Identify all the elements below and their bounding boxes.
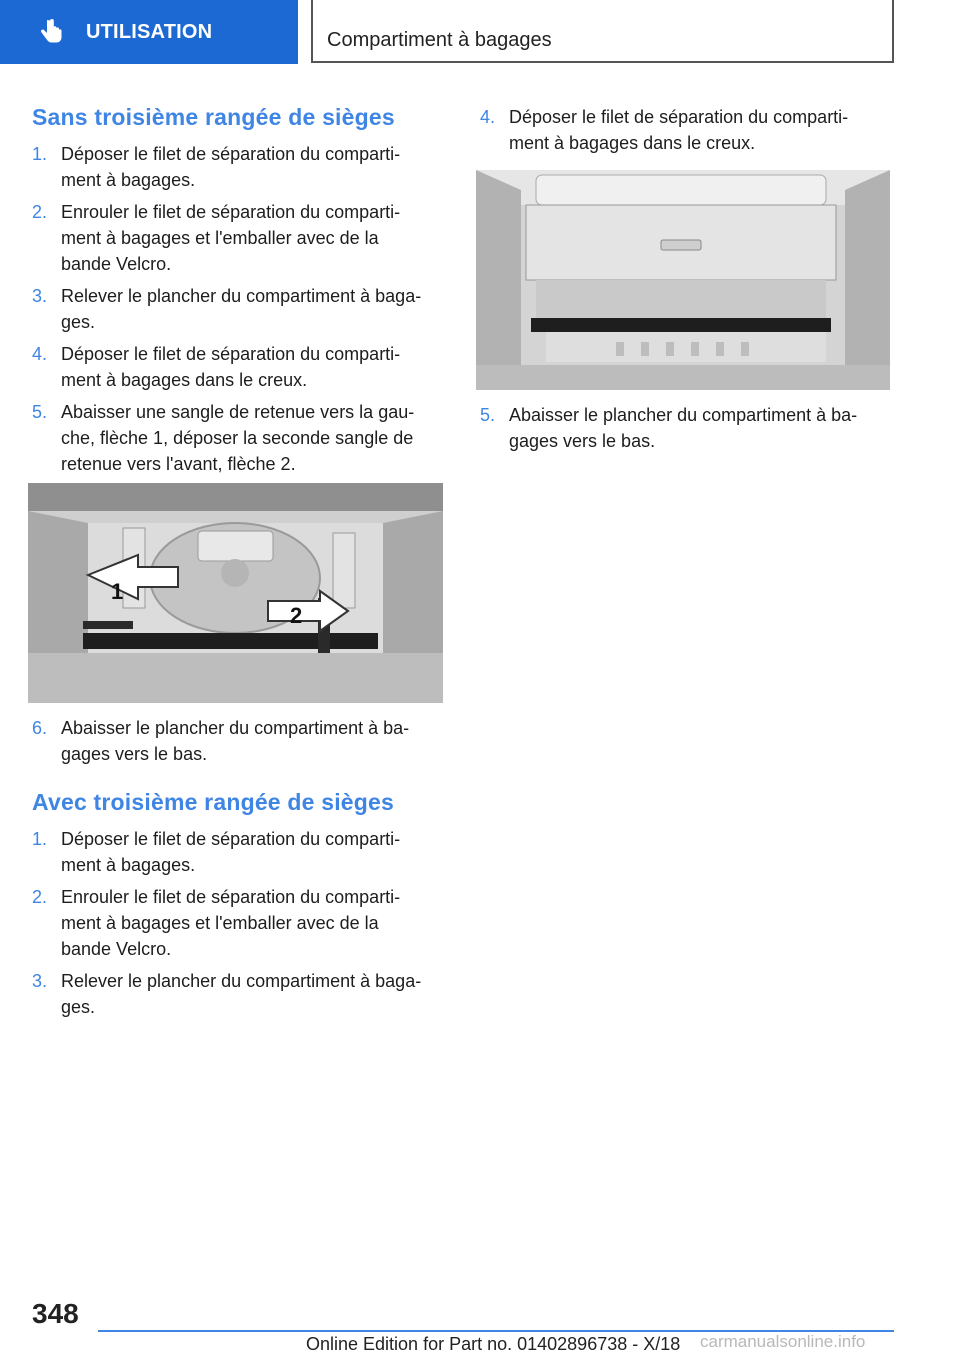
list-item: 2. Enrouler le filet de séparation du comparti‐ ment à bagages et l'emballer avec de la bande Velcro. xyxy=(32,887,401,959)
trunk-third-row-illustration xyxy=(476,170,890,390)
steps-list-2 xyxy=(32,826,444,1020)
page-number: 348 xyxy=(32,1298,79,1329)
section-tab xyxy=(0,0,298,64)
right-column-lower xyxy=(480,402,892,460)
footer-edition: Online Edition for Part no. 01402896738 - X/18 xyxy=(306,1334,681,1354)
watermark: carmanualsonline.info xyxy=(700,1332,866,1351)
topic-header xyxy=(311,0,894,63)
list-item: 5. Abaisser une sangle de retenue vers la gau‐ che, flèche 1, déposer la seconde sangle de retenue vers l'avant, flèche 2. xyxy=(32,402,415,474)
arrow-label-1: 1 xyxy=(111,579,124,604)
heading-without-third-row: Sans troisième rangée de sièges xyxy=(32,104,395,130)
trunk-straps-illustration xyxy=(28,483,443,703)
section-label: UTILISATION xyxy=(86,20,213,43)
topic-title: Compartiment à bagages xyxy=(327,29,552,51)
list-item: 3. Relever le plancher du compartiment à baga‐ ges. xyxy=(32,971,422,1017)
steps-list-1 xyxy=(32,141,444,477)
list-item: 1. Déposer le filet de séparation du comparti‐ ment à bagages. xyxy=(32,829,401,875)
list-item: 5. Abaisser le plancher du compartiment à ba‐ gages vers le bas. xyxy=(480,405,858,451)
list-item: 2. Enrouler le filet de séparation du comparti‐ ment à bagages et l'emballer avec de la bande Velcro. xyxy=(32,202,401,274)
list-item: 6. Abaisser le plancher du compartiment à ba‐ gages vers le bas. xyxy=(32,718,410,764)
step-6-list xyxy=(32,715,444,767)
right-step-5-list xyxy=(480,402,892,454)
list-item: 4. Déposer le filet de séparation du comparti‐ ment à bagages dans le creux. xyxy=(480,107,849,153)
right-column xyxy=(480,104,892,162)
list-item: 4. Déposer le filet de séparation du comparti‐ ment à bagages dans le creux. xyxy=(32,344,401,390)
heading-with-third-row: Avec troisième rangée de sièges xyxy=(32,789,395,815)
list-item: 3. Relever le plancher du compartiment à baga‐ ges. xyxy=(32,286,422,332)
list-item: 1. Déposer le filet de séparation du comparti‐ ment à bagages. xyxy=(32,144,401,190)
left-column xyxy=(32,104,444,483)
arrow-label-2: 2 xyxy=(290,603,303,628)
left-column-lower xyxy=(32,715,444,1026)
hand-pointer-icon xyxy=(36,17,66,47)
right-step-4-list xyxy=(480,104,892,156)
